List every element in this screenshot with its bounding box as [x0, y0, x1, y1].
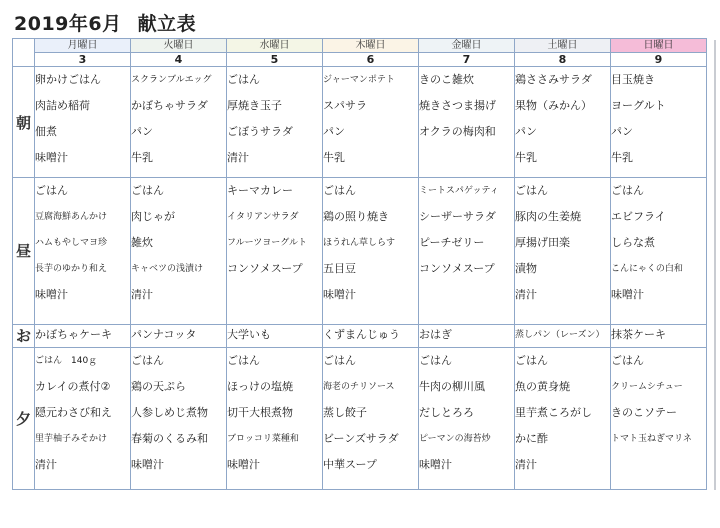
menu-item: ビーンズサラダ	[323, 431, 399, 445]
menu-item: シーザーサラダ	[419, 210, 496, 224]
menu-item: ヨーグルト	[611, 99, 666, 112]
menu-item: ごはん	[515, 184, 548, 198]
menu-item	[419, 282, 514, 308]
menu-item: 味噌汁	[35, 151, 68, 164]
menu-item: コンソメスープ	[227, 262, 303, 276]
menu-item: 牛乳	[323, 151, 345, 164]
menu-cell-yu-2	[227, 347, 323, 489]
menu-item	[227, 282, 322, 308]
menu-cell-oyatsu-1	[131, 324, 227, 347]
date-sun: 9	[611, 53, 707, 67]
menu-item: キャベツの浅漬け	[131, 264, 204, 275]
menu-item: 雑炊	[131, 236, 153, 250]
menu-item: 長芋のゆかり和え	[35, 264, 108, 275]
menu-item: ごはん	[515, 353, 548, 367]
menu-item: 厚揚げ田楽	[515, 236, 570, 250]
menu-cell-asa-6	[611, 67, 707, 178]
menu-cell-hiru-0	[35, 178, 131, 324]
menu-item: 味噌汁	[35, 288, 68, 302]
day-name-sun: 日曜日	[611, 39, 707, 53]
menu-item: 目玉焼き	[611, 73, 655, 86]
menu-item: 佃煮	[35, 125, 57, 138]
menu-item: 豚肉の生姜焼	[515, 210, 581, 224]
menu-item: パン	[515, 125, 537, 138]
menu-item: 大学いも	[227, 327, 271, 341]
date-thu: 6	[323, 53, 419, 67]
meal-label-breakfast: 朝	[13, 67, 35, 178]
meal-row-snack	[13, 324, 707, 347]
menu-item: 肉じゃが	[131, 210, 175, 224]
menu-cell-yu-1	[131, 347, 227, 489]
menu-item: 中華スープ	[323, 457, 377, 471]
menu-item: キーマカレー	[227, 184, 293, 198]
menu-item: ミートスパゲッティ	[419, 186, 499, 197]
menu-item: 魚の黄身焼	[515, 379, 570, 393]
date-row	[13, 53, 707, 67]
menu-cell-hiru-2	[227, 178, 323, 324]
menu-item: ごはん	[323, 353, 356, 367]
menu-item: ごはん	[227, 73, 260, 86]
menu-cell-yu-4	[419, 347, 515, 489]
page-title	[14, 9, 196, 36]
menu-item: 肉詰め稲荷	[35, 99, 90, 112]
menu-cell-yu-6	[611, 347, 707, 489]
menu-item: おはぎ	[419, 327, 452, 341]
menu-item: 里芋煮ころがし	[515, 405, 592, 419]
meal-label-lunch: 昼	[13, 178, 35, 324]
menu-cell-asa-3	[323, 67, 419, 178]
menu-item: ごはん	[419, 353, 452, 367]
menu-item: 味噌汁	[227, 457, 260, 471]
menu-item: 蒸し餃子	[323, 405, 367, 419]
menu-item: 焼きさつま揚げ	[419, 99, 496, 112]
meal-row-lunch	[13, 178, 707, 324]
menu-item: かぼちゃケーキ	[35, 327, 112, 341]
menu-cell-oyatsu-2	[227, 324, 323, 347]
menu-item: カレイの煮付②	[35, 379, 111, 393]
menu-item: 鶏ささみサラダ	[515, 73, 592, 86]
menu-cell-oyatsu-0	[35, 324, 131, 347]
menu-item: 清汁	[227, 151, 249, 164]
meal-label-snack: お	[13, 324, 35, 347]
menu-item: 厚焼き玉子	[227, 99, 282, 112]
menu-item: 卵かけごはん	[35, 73, 101, 86]
menu-item: 鶏の照り焼き	[323, 210, 389, 224]
menu-item: 鶏の天ぷら	[131, 379, 186, 393]
menu-cell-yu-0	[35, 347, 131, 489]
day-name-thu: 木曜日	[323, 39, 419, 53]
menu-item: ごはん	[227, 353, 260, 367]
menu-item: 清汁	[131, 288, 153, 302]
page-edge-shadow	[714, 40, 716, 490]
menu-cell-oyatsu-6	[611, 324, 707, 347]
menu-cell-asa-5	[515, 67, 611, 178]
menu-item: 果物（みかん）	[515, 99, 592, 112]
menu-item: かぼちゃサラダ	[131, 99, 208, 112]
menu-table	[12, 38, 707, 490]
menu-cell-hiru-5	[515, 178, 611, 324]
menu-item: ごはん	[131, 184, 164, 198]
menu-item: 海老のチリソース	[323, 381, 395, 392]
menu-item: 漬物	[515, 262, 537, 276]
menu-item: 切干大根煮物	[227, 405, 293, 419]
menu-item: ほっけの塩焼	[227, 379, 293, 393]
menu-item: ハムもやしマヨ珍	[35, 238, 108, 249]
menu-item: ごぼうサラダ	[227, 125, 293, 138]
menu-item: 味噌汁	[131, 457, 164, 471]
menu-item: 牛乳	[611, 151, 633, 164]
menu-item: コンソメスープ	[419, 262, 495, 276]
menu-item: 隠元わさび和え	[35, 405, 112, 419]
menu-item: 抹茶ケーキ	[611, 327, 666, 341]
day-name-sat: 土曜日	[515, 39, 611, 53]
menu-cell-yu-5	[515, 347, 611, 489]
menu-cell-oyatsu-3	[323, 324, 419, 347]
menu-item: ごはん	[131, 353, 164, 367]
menu-cell-hiru-1	[131, 178, 227, 324]
menu-item: 清汁	[35, 457, 57, 471]
menu-cell-asa-0	[35, 67, 131, 178]
menu-item: かに酢	[515, 431, 548, 445]
menu-item: 牛乳	[515, 151, 537, 164]
day-name-fri: 金曜日	[419, 39, 515, 53]
menu-item: 蒸しパン（レーズン）	[515, 329, 605, 340]
date-sat: 8	[515, 53, 611, 67]
menu-item: クリームシチュー	[611, 381, 683, 392]
date-tue: 4	[131, 53, 227, 67]
day-name-tue: 火曜日	[131, 39, 227, 53]
title-text: 献立表	[137, 13, 197, 35]
menu-item: しらな煮	[611, 236, 655, 250]
menu-item: パン	[611, 125, 633, 138]
meal-row-dinner	[13, 347, 707, 489]
menu-item: 春菊のくるみ和	[131, 431, 208, 445]
corner-cell	[13, 39, 35, 67]
menu-item: 人参しめじ煮物	[131, 405, 208, 419]
menu-item: スクランブルエッグ	[131, 75, 212, 85]
menu-item: ごはん	[611, 353, 644, 367]
menu-item: 五目豆	[323, 262, 356, 276]
menu-cell-oyatsu-4	[419, 324, 515, 347]
menu-item: だしとろろ	[419, 405, 474, 419]
menu-cell-asa-2	[227, 67, 323, 178]
menu-item: スパサラ	[323, 99, 367, 112]
menu-cell-yu-3	[323, 347, 419, 489]
menu-item: 牛肉の柳川風	[419, 379, 485, 393]
date-fri: 7	[419, 53, 515, 67]
menu-cell-oyatsu-5	[515, 324, 611, 347]
date-mon: 3	[35, 53, 131, 67]
day-name-wed: 水曜日	[227, 39, 323, 53]
menu-cell-asa-1	[131, 67, 227, 178]
menu-cell-hiru-3	[323, 178, 419, 324]
day-name-mon: 月曜日	[35, 39, 131, 53]
menu-item: ピーチゼリー	[419, 236, 485, 250]
date-wed: 5	[227, 53, 323, 67]
menu-item: 里芋柚子みそかけ	[35, 433, 108, 444]
menu-item: パンナコッタ	[131, 327, 197, 341]
title-year-month: 2019年6月	[14, 13, 122, 35]
menu-item: ごはん 140ｇ	[35, 355, 98, 366]
menu-item: 味噌汁	[419, 457, 452, 471]
menu-item: 清汁	[515, 457, 537, 471]
meal-row-breakfast	[13, 67, 707, 178]
menu-item: こんにゃくの白和	[611, 264, 683, 275]
menu-item: パン	[323, 125, 345, 138]
menu-item: 豆腐海鮮あんかけ	[35, 212, 108, 223]
menu-item: ブロッコリ菜種和	[227, 433, 299, 444]
meal-label-dinner: 夕	[13, 347, 35, 489]
menu-item	[419, 145, 514, 171]
menu-item: きのこ雑炊	[419, 73, 474, 86]
menu-item: パン	[131, 125, 153, 138]
menu-item: ほうれん草しらす	[323, 238, 396, 249]
menu-item: くずまんじゅう	[323, 327, 400, 341]
menu-cell-asa-4	[419, 67, 515, 178]
menu-item: 清汁	[515, 288, 537, 302]
menu-item: 味噌汁	[611, 288, 644, 302]
menu-item: トマト玉ねぎマリネ	[611, 433, 692, 444]
menu-item: きのこソテー	[611, 405, 677, 419]
menu-item: 味噌汁	[323, 288, 356, 302]
menu-item: フルーツヨーグルト	[227, 238, 308, 249]
menu-item: ごはん	[323, 184, 356, 198]
menu-item: イタリアンサラダ	[227, 212, 299, 223]
menu-item: ごはん	[35, 184, 68, 198]
menu-item: オクラの梅肉和	[419, 125, 496, 138]
menu-item: エビフライ	[611, 210, 666, 224]
menu-item	[611, 452, 706, 478]
day-name-row	[13, 39, 707, 53]
menu-cell-hiru-4	[419, 178, 515, 324]
menu-item: 牛乳	[131, 151, 153, 164]
menu-item: ジャーマンポテト	[323, 75, 395, 85]
menu-cell-hiru-6	[611, 178, 707, 324]
menu-item: ピーマンの海苔炒	[419, 433, 491, 444]
menu-item: ごはん	[611, 184, 644, 198]
